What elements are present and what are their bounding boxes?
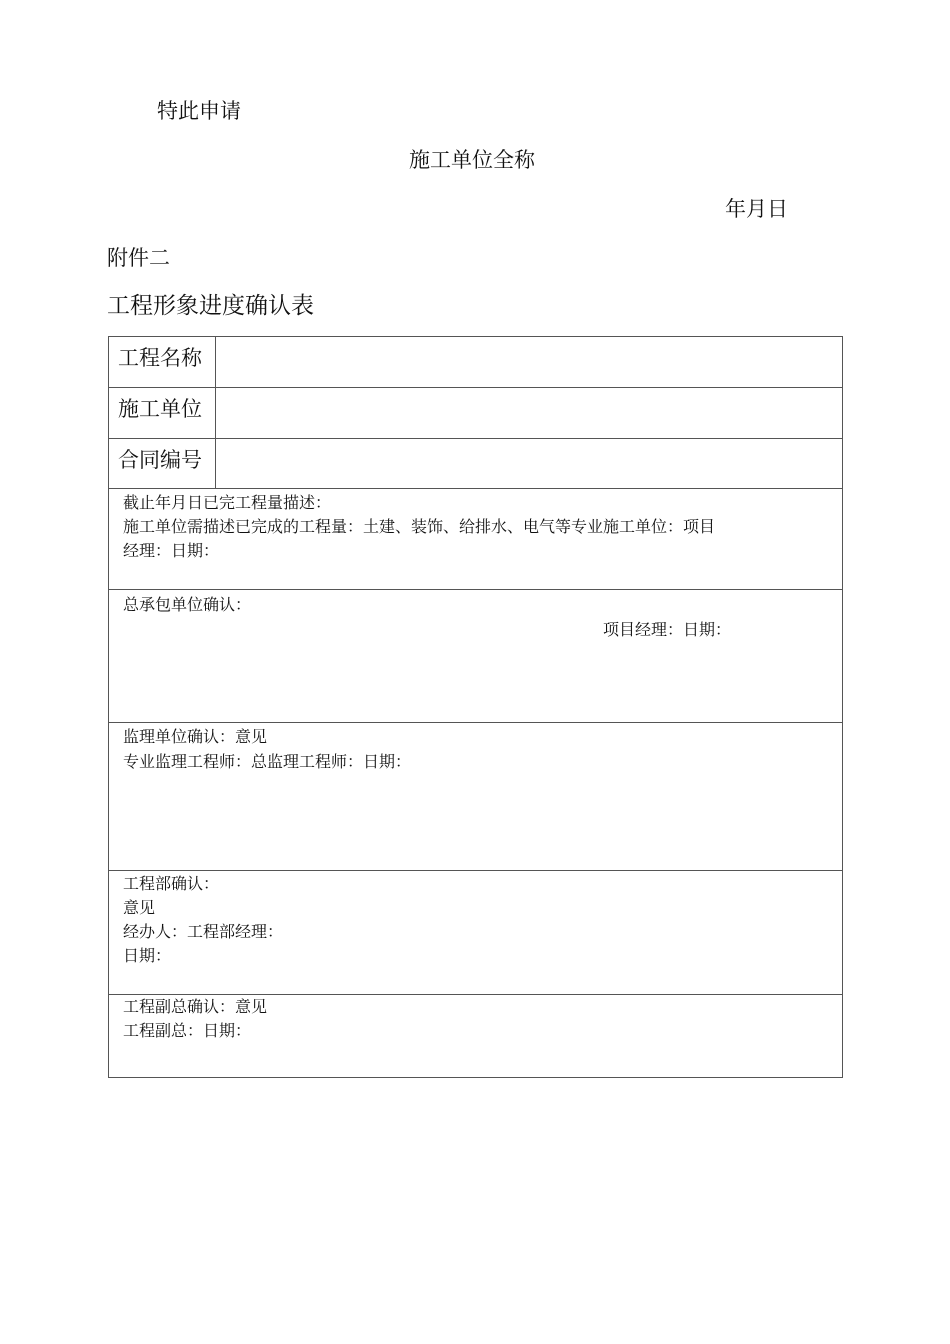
project-name-value xyxy=(216,337,842,387)
progress-confirmation-table xyxy=(108,336,843,1078)
table-row-contract-number xyxy=(109,439,842,489)
letter-date: 年月日 xyxy=(725,197,788,221)
deputy-general-heading: 工程副总确认：意见 xyxy=(123,997,268,1016)
contract-number-label: 合同编号 xyxy=(109,439,216,488)
table-row-contractor xyxy=(109,388,842,439)
engineering-dept-heading: 工程部确认： xyxy=(123,874,220,893)
project-name-label: 工程名称 xyxy=(109,337,216,387)
engineering-dept-opinion: 意见 xyxy=(123,898,156,917)
contract-number-value xyxy=(216,439,842,488)
workload-heading: 截止年月日已完工程量描述： xyxy=(123,493,332,512)
contractor-label: 施工单位 xyxy=(109,388,216,438)
section-deputy-general xyxy=(109,995,842,1077)
workload-manager-date: 经理：日期： xyxy=(123,541,220,560)
attachment-label: 附件二 xyxy=(107,246,170,270)
supervision-signatures: 专业监理工程师：总监理工程师：日期： xyxy=(123,752,412,771)
signer-name: 施工单位全称 xyxy=(409,148,535,172)
engineering-dept-date: 日期： xyxy=(123,946,172,965)
general-contractor-signature: 项目经理：日期： xyxy=(603,620,732,639)
closing-text: 特此申请 xyxy=(157,99,241,123)
contractor-value xyxy=(216,388,842,438)
form-title: 工程形象进度确认表 xyxy=(107,293,314,319)
workload-description: 施工单位需描述已完成的工程量：土建、装饰、给排水、电气等专业施工单位：项目 xyxy=(123,517,716,536)
deputy-general-signature: 工程副总：日期： xyxy=(123,1021,252,1040)
supervision-heading: 监理单位确认：意见 xyxy=(123,727,268,746)
engineering-dept-handlers: 经办人：工程部经理： xyxy=(123,922,284,941)
section-supervision xyxy=(109,723,842,871)
section-general-contractor xyxy=(109,590,842,723)
section-workload xyxy=(109,489,842,590)
table-row-project-name xyxy=(109,337,842,388)
section-engineering-dept xyxy=(109,871,842,995)
general-contractor-heading: 总承包单位确认： xyxy=(123,595,252,614)
